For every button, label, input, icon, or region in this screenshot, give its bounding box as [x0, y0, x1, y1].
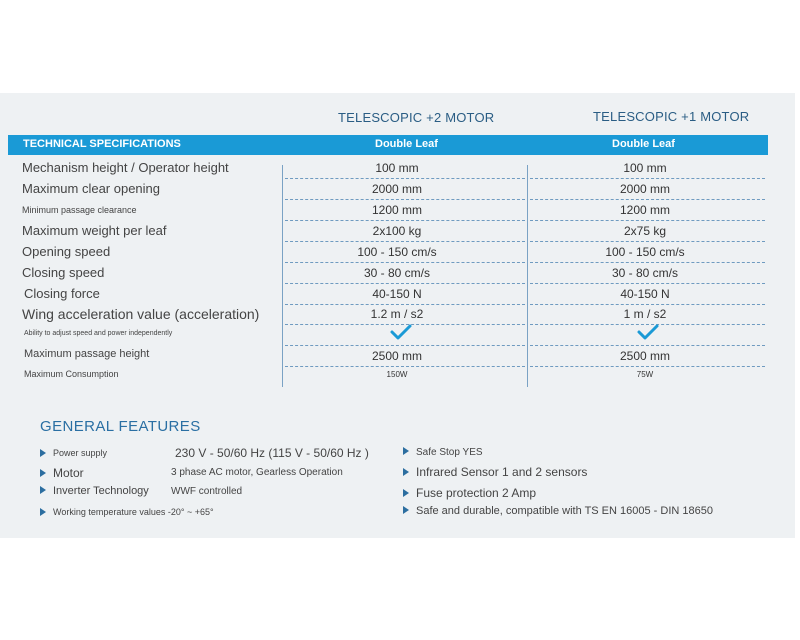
spec-label: Closing force: [24, 286, 100, 301]
spec-row: [0, 221, 800, 242]
feature-item: [403, 486, 536, 500]
feature-label: Working temperature values -20° ~ +65°: [53, 507, 214, 517]
column-title-plus2-motor: TELESCOPIC +2 MOTOR: [338, 110, 495, 125]
spec-value-col1: 100 - 150 cm/s: [357, 245, 437, 259]
spec-label: Wing acceleration value (acceleration): [22, 306, 260, 322]
feature-label: Inverter Technology: [53, 485, 149, 497]
spec-value-col1: 2500 mm: [371, 349, 423, 363]
spec-value-col1: 150W: [386, 370, 408, 379]
spec-row: [0, 179, 800, 200]
feature-item: [403, 465, 587, 479]
spec-row: [0, 200, 800, 221]
spec-label: Maximum weight per leaf: [22, 223, 167, 238]
spec-value-col1: 1200 mm: [371, 203, 423, 217]
feature-item: [40, 448, 107, 458]
spec-label: Minimum passage clearance: [22, 205, 137, 215]
spec-row: [0, 263, 800, 284]
spec-label: Maximum clear opening: [22, 181, 161, 196]
spec-row: [0, 346, 800, 367]
checkmark-icon: [389, 323, 413, 343]
bullet-triangle-icon: [403, 489, 409, 497]
checkmark-icon: [636, 323, 660, 343]
feature-item: [40, 466, 84, 480]
spec-value-col2: 2x75 kg: [623, 224, 667, 238]
spec-value-col1: 30 - 80 cm/s: [363, 266, 431, 280]
spec-header-col2: Double Leaf: [612, 138, 675, 150]
feature-value: 230 V - 50/60 Hz (115 V - 50/60 Hz ): [175, 446, 369, 460]
spec-row: [0, 242, 800, 263]
spec-value-col2: 100 mm: [623, 161, 667, 175]
feature-label: Safe Stop YES: [416, 447, 483, 458]
spec-label: Opening speed: [22, 244, 111, 259]
spec-value-col2: 30 - 80 cm/s: [611, 266, 679, 280]
feature-label: Infrared Sensor 1 and 2 sensors: [416, 465, 588, 479]
spec-row: [0, 158, 800, 179]
spec-label: Maximum Consumption: [24, 369, 119, 379]
spec-value-col2: 100 - 150 cm/s: [605, 245, 685, 259]
spec-value-col2: 40-150 N: [620, 287, 670, 301]
feature-label: Fuse protection 2 Amp: [416, 486, 537, 500]
feature-item: [40, 507, 214, 517]
spec-header-label: TECHNICAL SPECIFICATIONS: [23, 138, 181, 150]
feature-item: [403, 447, 483, 458]
spec-row: [0, 304, 800, 325]
spec-row: [0, 325, 800, 346]
feature-value: 3 phase AC motor, Gearless Operation: [171, 467, 343, 478]
bullet-triangle-icon: [40, 469, 46, 477]
column-title-plus1-motor: TELESCOPIC +1 MOTOR: [593, 109, 750, 124]
feature-label: Safe and durable, compatible with TS EN 16005 - DIN 18650: [416, 505, 713, 517]
spec-value-col1: 2000 mm: [371, 182, 423, 196]
spec-row: [0, 284, 800, 305]
spec-value-col2: 2500 mm: [619, 349, 671, 363]
spec-value-col1: 2x100 kg: [372, 224, 422, 238]
spec-value-col1: 1.2 m / s2: [370, 307, 424, 321]
spec-row: [0, 367, 800, 388]
spec-label: Mechanism height / Operator height: [22, 160, 229, 175]
bullet-triangle-icon: [403, 447, 409, 455]
spec-value-col2: 1200 mm: [619, 203, 671, 217]
spec-label: Maximum passage height: [24, 348, 150, 360]
spec-value-col2: 75W: [636, 370, 654, 379]
spec-value-col1: 40-150 N: [372, 287, 422, 301]
bullet-triangle-icon: [403, 468, 409, 476]
bullet-triangle-icon: [40, 449, 46, 457]
feature-item: [40, 485, 149, 497]
general-features-title: GENERAL FEATURES: [40, 418, 201, 435]
spec-value-col1: 100 mm: [375, 161, 419, 175]
spec-value-col2: 1 m / s2: [623, 307, 667, 321]
feature-value: WWF controlled: [171, 486, 243, 497]
spec-label: Closing speed: [22, 265, 105, 280]
bullet-triangle-icon: [40, 486, 46, 494]
bullet-triangle-icon: [40, 508, 46, 516]
spec-header-col1: Double Leaf: [375, 138, 438, 150]
spec-header-bar: [8, 135, 768, 155]
feature-item: [403, 505, 713, 517]
bullet-triangle-icon: [403, 506, 409, 514]
feature-label: Motor: [53, 466, 84, 480]
spec-label: Ability to adjust speed and power independently: [24, 330, 173, 337]
feature-label: Power supply: [53, 448, 108, 458]
spec-value-col2: 2000 mm: [619, 182, 671, 196]
